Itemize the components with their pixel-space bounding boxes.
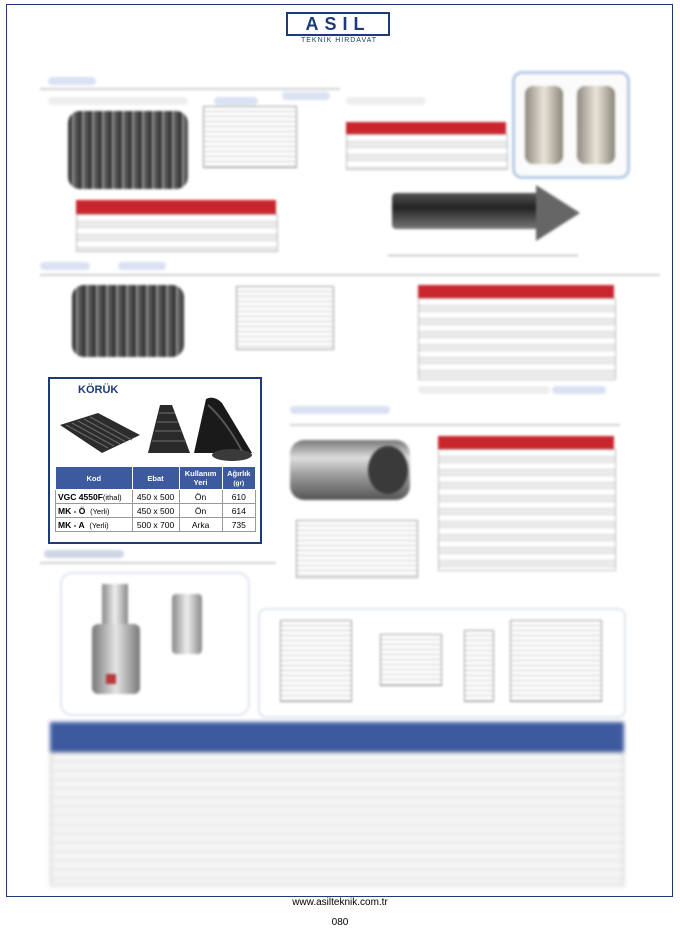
collet-drawing-3 — [296, 520, 418, 578]
koruk-table-header-row — [56, 467, 256, 490]
row-kod-note: (Yerli) — [90, 506, 110, 516]
collet-table-2-header — [346, 122, 506, 134]
toolholder-table — [50, 722, 624, 886]
col-kullanim — [179, 467, 222, 490]
collet-table-1-header — [76, 200, 276, 214]
section-2-tag — [118, 262, 166, 270]
table-row — [56, 504, 256, 518]
col-ebat: Ebat — [132, 467, 179, 490]
section-2-note — [418, 386, 550, 394]
toolholder-table-header — [50, 722, 624, 752]
koruk-panel — [48, 377, 262, 544]
collet-table-3-header — [418, 285, 614, 298]
section-2-heading — [40, 262, 90, 270]
collet-long-drawing — [386, 185, 586, 241]
col-kullanim-line1: Kullanım — [184, 469, 217, 478]
collet-table-4-rows — [438, 449, 616, 571]
table-row — [56, 518, 256, 532]
koruk-table — [55, 466, 256, 532]
footer-website[interactable]: www.asilteknik.com.tr — [292, 897, 388, 908]
row-kod-value: MK - Ö — [58, 505, 86, 516]
collet-photo-pair — [512, 71, 630, 179]
collet-table-1-rows — [76, 214, 278, 252]
row-ebat: 450 x 500 — [132, 504, 179, 518]
row-yer: Arka — [179, 518, 222, 532]
section-2-code — [552, 386, 606, 394]
section-3-heading — [290, 406, 390, 414]
row-kod-note: (Yerli) — [89, 520, 109, 530]
col-agirlik-line2: (gr) — [233, 480, 245, 487]
toolholder-drawing-frame — [258, 608, 626, 718]
section-1-rule — [40, 88, 340, 90]
section-4-rule — [40, 562, 276, 564]
col-agirlik-line1: Ağırlık — [227, 469, 251, 478]
section-1-heading — [48, 77, 96, 85]
toolholder-table-rows — [50, 752, 624, 886]
bellows-illustration — [56, 395, 256, 463]
collet-photo-2 — [72, 285, 184, 357]
tapered-bellows-icon — [148, 405, 190, 453]
row-yer: Ön — [179, 504, 222, 518]
collet-photo-1 — [68, 111, 188, 189]
dimension-line — [388, 255, 578, 256]
collet-table-2-rows — [346, 134, 508, 170]
section-3-rule — [290, 424, 620, 426]
col-kullanim-line2: Yeri — [193, 478, 208, 487]
brand-tagline: TEKNİK HIRDAVAT — [300, 37, 378, 44]
toolholder-drawing-1 — [280, 620, 352, 702]
col-agirlik — [222, 467, 255, 490]
row-kod — [56, 504, 133, 518]
toolholder-drawing-3 — [464, 630, 494, 702]
collet-table-3-rows — [418, 298, 616, 380]
row-agirlik: 735 — [222, 518, 255, 532]
toolholder-drawing-4 — [510, 620, 602, 702]
row-agirlik: 614 — [222, 504, 255, 518]
row-kod-value: MK - A — [58, 519, 85, 530]
section-2-rule — [40, 274, 660, 276]
rolled-bellows-icon — [194, 398, 252, 461]
page-number: 080 — [331, 917, 349, 928]
section-1-tag-c — [346, 97, 426, 105]
table-row — [56, 490, 256, 504]
col-kod: Kod — [56, 467, 133, 490]
brand-name: ASIL — [286, 12, 390, 36]
section-1-tag-a — [214, 97, 258, 105]
row-kod-note: (ithal) — [102, 492, 122, 502]
row-agirlik: 610 — [222, 490, 255, 504]
brand-logo — [286, 12, 392, 46]
row-kod — [56, 518, 133, 532]
row-kod — [56, 490, 133, 504]
toolholder-photo-frame — [60, 572, 250, 716]
koruk-title: KÖRÜK — [78, 384, 119, 396]
collet-bore — [368, 446, 408, 494]
section-1-tag-b — [282, 92, 330, 100]
section-4-heading — [44, 550, 124, 558]
collet-table-4-header — [438, 436, 614, 449]
toolholder-drawing-2 — [380, 634, 442, 686]
collet-drawing-2 — [236, 286, 334, 350]
collet-drawing-1 — [203, 106, 297, 168]
row-yer: Ön — [179, 490, 222, 504]
row-ebat: 450 x 500 — [132, 490, 179, 504]
row-ebat: 500 x 700 — [132, 518, 179, 532]
row-kod-value: VGC 4550F — [58, 491, 103, 502]
section-1-subheading — [48, 97, 188, 105]
flat-bellows-icon — [60, 413, 140, 453]
